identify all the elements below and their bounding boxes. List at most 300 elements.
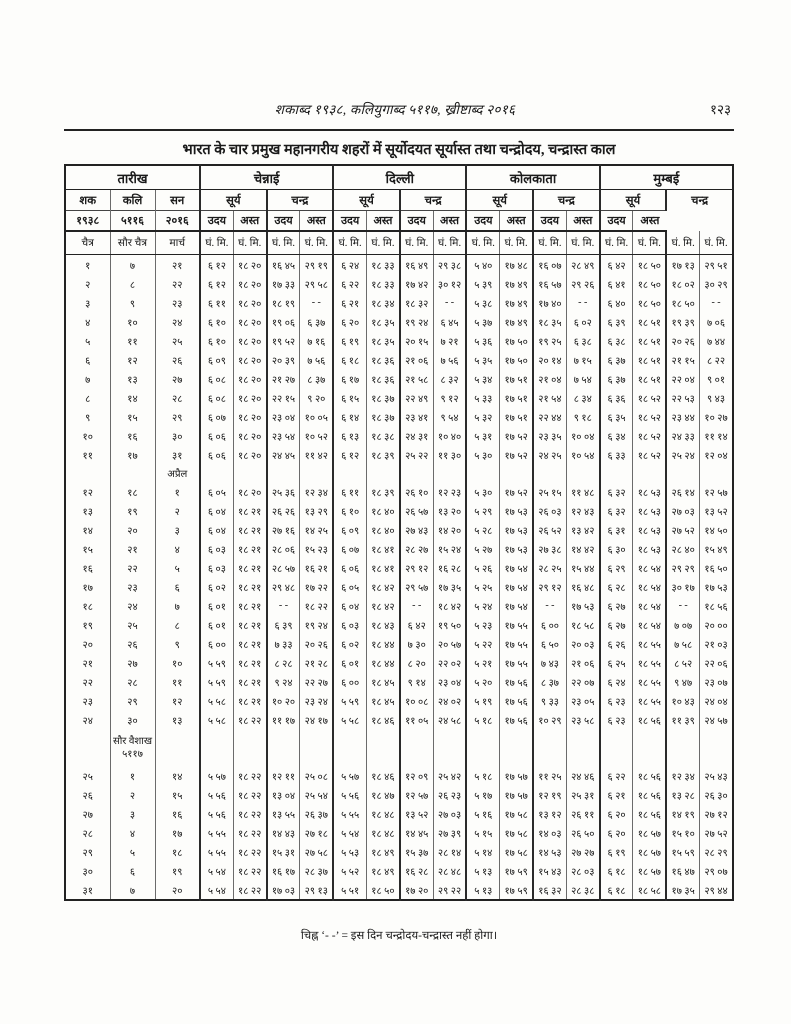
time-cell: ६ ३० — [600, 539, 633, 558]
time-cell: १७ ५७ — [500, 785, 533, 804]
time-cell: ६ ०६ — [200, 445, 233, 464]
time-cell: २७ ०३ — [433, 804, 466, 823]
time-cell: ६ ०८ — [200, 369, 233, 388]
time-cell: ९ २० — [300, 388, 333, 407]
rise-header: उदय — [200, 211, 233, 232]
time-cell: १६ ०७ — [533, 255, 566, 275]
date-cell: ९ — [155, 634, 200, 653]
date-cell: १८ — [82, 601, 93, 613]
time-cell: ६ २१ — [600, 785, 633, 804]
time-cell: २१ २७ — [267, 369, 300, 388]
time-cell: ७ २१ — [433, 331, 466, 350]
sunrise-moonrise-table — [64, 164, 734, 901]
date-cell: ११ — [110, 331, 155, 350]
time-cell: ६ १८ — [600, 861, 633, 880]
date-cell: २१ — [82, 658, 93, 670]
time-cell: २४ ४५ — [267, 445, 300, 464]
moon-header: चन्द्र — [267, 190, 334, 211]
time-cell: ५ ५४ — [200, 861, 233, 880]
time-cell: ५ ३२ — [466, 407, 499, 426]
time-cell: २४ २५ — [533, 445, 566, 464]
table-row — [65, 407, 733, 426]
table-row — [65, 766, 733, 785]
unit-cell: घं. मि. — [666, 231, 699, 255]
date-cell — [65, 464, 110, 482]
time-cell: १८ ५६ — [633, 804, 666, 823]
time-cell: २० १५ — [400, 331, 433, 350]
time-cell: ५ ३९ — [466, 274, 499, 293]
time-cell: ६ ०४ — [333, 596, 366, 615]
time-cell: १९ २५ — [533, 331, 566, 350]
time-cell: १० ०५ — [300, 407, 333, 426]
date-cell: १० — [110, 312, 155, 331]
time-cell: २२ ०४ — [666, 369, 699, 388]
time-cell: ६ ३७ — [600, 350, 633, 369]
time-cell: १८ २१ — [233, 634, 266, 653]
time-cell: ७ ४३ — [533, 653, 566, 672]
time-cell — [500, 464, 533, 482]
time-cell: १८ ३५ — [533, 312, 566, 331]
time-cell: ५ ५८ — [333, 710, 366, 729]
time-cell: २९ ३८ — [433, 255, 466, 275]
time-cell: ६ १२ — [200, 274, 233, 293]
date-cell: २३ — [110, 577, 155, 596]
time-cell: १५ ३७ — [400, 842, 433, 861]
time-cell: १८ २० — [233, 331, 266, 350]
time-cell: ८ ३४ — [566, 388, 599, 407]
time-cell: २४ १७ — [300, 710, 333, 729]
time-cell: ५ १३ — [466, 861, 499, 880]
time-cell: २१ ५८ — [400, 369, 433, 388]
time-cell: १८ ५२ — [633, 445, 666, 464]
date-cell: २८ — [155, 388, 200, 407]
sun-header: सूर्य — [333, 190, 400, 211]
date-cell: २८ — [110, 672, 155, 691]
time-cell: १८ ४२ — [367, 577, 400, 596]
time-cell — [533, 729, 566, 766]
date-cell: २८ — [82, 828, 93, 840]
time-cell: ११ ४८ — [566, 482, 599, 501]
date-cell: ४ — [155, 539, 200, 558]
time-cell: १२ ०९ — [400, 766, 433, 785]
date-cell: १९ — [155, 861, 200, 880]
time-cell: १८ ५४ — [633, 558, 666, 577]
time-cell: १७ २२ — [300, 577, 333, 596]
date-cell: ९ — [85, 412, 91, 424]
time-cell: २१ ०३ — [700, 634, 733, 653]
time-cell: १६ १७ — [267, 861, 300, 880]
time-cell: १८ ५१ — [633, 312, 666, 331]
time-cell: ३० २९ — [700, 274, 733, 293]
time-cell: ६ २४ — [600, 672, 633, 691]
time-cell: ५ ५६ — [200, 785, 233, 804]
time-cell: १२ ५७ — [700, 482, 733, 501]
date-cell: ५ — [110, 842, 155, 861]
time-cell — [333, 464, 366, 482]
time-cell: १२ ४३ — [566, 501, 599, 520]
time-cell: १८ २१ — [233, 539, 266, 558]
date-cell: २ — [110, 785, 155, 804]
time-cell: २६ ११ — [566, 804, 599, 823]
date-cell: १४ — [82, 525, 93, 537]
date-cell: ९ — [110, 293, 155, 312]
time-cell: २४ ४६ — [566, 766, 599, 785]
date-cell: ७ — [110, 255, 155, 275]
time-cell: १७ ५० — [500, 331, 533, 350]
time-cell: ५ ५२ — [333, 861, 366, 880]
table-row — [65, 482, 733, 501]
page-number: १२३ — [709, 102, 731, 117]
time-cell: १८ ३९ — [367, 445, 400, 464]
unit-cell: घं. मि. — [333, 231, 366, 255]
time-cell: १७ १३ — [666, 255, 699, 275]
time-cell: १९ ५० — [433, 615, 466, 634]
header-row-era-and-bodies — [65, 190, 733, 211]
time-cell: ६ ३७ — [600, 369, 633, 388]
time-cell: १७ २० — [400, 880, 433, 900]
time-cell: ११ ३० — [433, 445, 466, 464]
time-cell: ५ ३५ — [466, 350, 499, 369]
time-cell: २९ १२ — [400, 558, 433, 577]
time-cell: २८ ४० — [666, 539, 699, 558]
month-chaitra: चैत्र — [65, 231, 110, 255]
date-cell: ३ — [85, 298, 91, 310]
time-cell: १८ ३९ — [367, 482, 400, 501]
time-cell: २७ १८ — [300, 823, 333, 842]
date-cell: ६ — [155, 577, 200, 596]
time-cell: १८ ५६ — [633, 710, 666, 729]
time-cell: १८ २० — [233, 312, 266, 331]
time-cell: २८ ५७ — [267, 558, 300, 577]
time-cell: ६ ०७ — [200, 407, 233, 426]
date-cell: ११ — [82, 450, 93, 462]
time-cell — [433, 464, 466, 482]
time-cell: ८ २० — [400, 653, 433, 672]
time-cell: ५ १३ — [466, 880, 499, 900]
date-cell: २२ — [110, 558, 155, 577]
time-cell: १७ ५० — [500, 350, 533, 369]
header-row-months-units — [65, 231, 733, 255]
time-cell: १४ ४५ — [400, 823, 433, 842]
time-cell — [600, 464, 633, 482]
date-cell: २५ — [155, 331, 200, 350]
time-cell: १२ ११ — [267, 766, 300, 785]
date-cell: २१ — [110, 539, 155, 558]
time-cell — [466, 464, 499, 482]
date-cell: १५ — [110, 407, 155, 426]
time-cell: ६ ५० — [533, 634, 566, 653]
time-cell: ९ १८ — [566, 407, 599, 426]
table-row — [65, 577, 733, 596]
time-cell: ७ ५६ — [433, 350, 466, 369]
time-cell: १८ ४५ — [367, 672, 400, 691]
time-cell: ५ ५५ — [200, 842, 233, 861]
date-cell: २१ — [155, 255, 200, 275]
time-cell: १७ ५६ — [500, 710, 533, 729]
date-cell: २ — [85, 279, 91, 291]
time-cell: ७ ०७ — [666, 615, 699, 634]
time-cell: १० २९ — [533, 710, 566, 729]
time-cell: २७ ३९ — [433, 823, 466, 842]
era-value-kali: ५११६ — [110, 211, 155, 232]
rise-header: उदय — [333, 211, 366, 232]
month-march: मार्च — [155, 231, 200, 255]
table-row — [65, 634, 733, 653]
time-cell: १८ २२ — [233, 785, 266, 804]
time-cell: १८ २० — [233, 482, 266, 501]
time-cell: ६ ०१ — [333, 653, 366, 672]
time-cell: १७ ४९ — [500, 312, 533, 331]
time-cell — [200, 729, 233, 766]
time-cell: १२ ०४ — [700, 445, 733, 464]
time-cell: ६ ०० — [533, 615, 566, 634]
time-cell: २२ ४९ — [400, 388, 433, 407]
time-cell: ६ १० — [200, 312, 233, 331]
time-cell: ६ २० — [600, 823, 633, 842]
time-cell: १८ २० — [233, 407, 266, 426]
month-saur-chaitra: सौर चैत्र — [110, 231, 155, 255]
time-cell: ५ २९ — [466, 501, 499, 520]
time-cell: १८ ४४ — [367, 653, 400, 672]
time-cell: ६ १५ — [333, 388, 366, 407]
time-cell: ६ १२ — [200, 255, 233, 275]
time-cell — [300, 464, 333, 482]
time-cell: ६ ०१ — [200, 615, 233, 634]
time-cell: २५ १५ — [533, 482, 566, 501]
unit-cell: घं. मि. — [600, 231, 633, 255]
time-cell: ७ ३० — [400, 634, 433, 653]
time-cell: १७ ५३ — [500, 520, 533, 539]
time-cell: २८ २९ — [700, 842, 733, 861]
time-cell: २९ २६ — [566, 274, 599, 293]
time-cell: १७ ५५ — [500, 653, 533, 672]
time-cell: १७ ४० — [533, 293, 566, 312]
time-cell: १८ २१ — [233, 615, 266, 634]
time-cell: ६ ४५ — [433, 312, 466, 331]
time-cell: १८ ४४ — [367, 634, 400, 653]
time-cell: २७ ५२ — [700, 823, 733, 842]
time-cell: ६ ०६ — [200, 426, 233, 445]
time-cell: ६ २५ — [600, 653, 633, 672]
time-cell: २१ ५४ — [533, 388, 566, 407]
time-cell: २२ ५३ — [666, 388, 699, 407]
time-cell: ६ १४ — [333, 407, 366, 426]
time-cell: २३ ०७ — [700, 672, 733, 691]
time-cell: १८ ४८ — [367, 823, 400, 842]
header-row-groups — [65, 165, 733, 190]
table-row — [65, 426, 733, 445]
date-cell: २ — [155, 501, 200, 520]
table-row — [65, 369, 733, 388]
time-cell: १८ २१ — [233, 691, 266, 710]
time-cell: ६ ३५ — [600, 407, 633, 426]
time-cell: २३ ०४ — [267, 407, 300, 426]
time-cell: २९ १३ — [300, 880, 333, 900]
time-cell: ५ ५९ — [200, 653, 233, 672]
time-cell: ५ २७ — [466, 539, 499, 558]
time-cell: १८ २२ — [300, 596, 333, 615]
time-cell: १८ ४८ — [367, 804, 400, 823]
time-cell: ५ ५१ — [333, 880, 366, 900]
time-cell: १४ ४२ — [566, 539, 599, 558]
time-cell: ७ ४४ — [700, 331, 733, 350]
time-cell: २७ २७ — [566, 842, 599, 861]
time-cell: ६ ०३ — [200, 558, 233, 577]
sun-header: सूर्य — [200, 190, 267, 211]
time-cell: ६ १८ — [600, 880, 633, 900]
time-cell: १३ ५२ — [700, 501, 733, 520]
time-cell: १७ ५७ — [500, 766, 533, 785]
time-cell: ५ ५७ — [333, 766, 366, 785]
time-cell: ५ ३३ — [466, 388, 499, 407]
time-cell: २९ ५८ — [300, 274, 333, 293]
time-cell: ५ २० — [466, 672, 499, 691]
time-cell: ६ ३९ — [600, 312, 633, 331]
table-row — [65, 672, 733, 691]
time-cell: ६ ०० — [200, 634, 233, 653]
table-row — [65, 691, 733, 710]
time-cell: १८ ३४ — [367, 293, 400, 312]
time-cell: ६ ०६ — [333, 558, 366, 577]
date-cell: १५ — [82, 544, 93, 556]
time-cell: २९ १९ — [300, 255, 333, 275]
header-rule — [64, 129, 734, 131]
set-header: अस्त — [633, 211, 666, 232]
time-cell: २८ २५ — [533, 558, 566, 577]
sun-header: सूर्य — [466, 190, 533, 211]
time-cell: २८ ०३ — [566, 861, 599, 880]
table-row — [65, 558, 733, 577]
time-cell: ७ ०६ — [700, 312, 733, 331]
time-cell: १८ २२ — [233, 823, 266, 842]
time-cell: २५ ४३ — [700, 766, 733, 785]
time-cell — [400, 729, 433, 766]
date-cell: २० — [155, 880, 200, 900]
time-cell: २२ ०६ — [700, 653, 733, 672]
time-cell: १८ ३३ — [367, 255, 400, 275]
time-cell: १६ ३२ — [533, 880, 566, 900]
table-row — [65, 823, 733, 842]
time-cell: ५ ३८ — [466, 293, 499, 312]
time-cell: २२ ४४ — [533, 407, 566, 426]
table-row — [65, 861, 733, 880]
time-cell: ११ ०५ — [400, 710, 433, 729]
date-cell: २६ — [110, 634, 155, 653]
time-cell: ६ ३९ — [267, 615, 300, 634]
time-cell: १८ ३८ — [367, 426, 400, 445]
time-cell: ५ ५८ — [200, 691, 233, 710]
time-cell: ६ ०२ — [333, 634, 366, 653]
date-cell: २६ — [82, 790, 93, 802]
time-cell: २९ २९ — [666, 558, 699, 577]
time-cell: २१ १५ — [666, 350, 699, 369]
date-cell: ६ — [110, 861, 155, 880]
time-cell: २५ ४२ — [433, 766, 466, 785]
date-cell: २२ — [155, 274, 200, 293]
time-cell: १८ २० — [233, 445, 266, 464]
date-cell: २० — [110, 520, 155, 539]
time-cell: ६ १९ — [600, 842, 633, 861]
time-cell: २६ ०३ — [533, 501, 566, 520]
time-cell — [633, 729, 666, 766]
time-cell: १७ ५३ — [500, 501, 533, 520]
era-label-kali: कलि — [110, 190, 155, 211]
time-cell: २७ ४३ — [400, 520, 433, 539]
unit-cell: घं. मि. — [200, 231, 233, 255]
time-cell: १६ २८ — [400, 861, 433, 880]
time-cell: १४ ५० — [700, 520, 733, 539]
time-cell: ६ २३ — [600, 710, 633, 729]
date-cell: २७ — [110, 653, 155, 672]
time-cell: ९ ४३ — [700, 388, 733, 407]
time-cell: - - — [300, 293, 333, 312]
time-cell: ८ २२ — [700, 350, 733, 369]
time-cell: १९ ०६ — [267, 312, 300, 331]
time-cell: १० ५४ — [566, 445, 599, 464]
time-cell: १८ ५६ — [633, 785, 666, 804]
time-cell: ६ २७ — [600, 615, 633, 634]
time-cell: ६ ०३ — [333, 615, 366, 634]
time-cell: २३ ५८ — [566, 710, 599, 729]
time-cell: ५ ३६ — [466, 331, 499, 350]
time-cell: १८ ५१ — [633, 331, 666, 350]
time-cell: २० ०३ — [566, 634, 599, 653]
time-cell: १७ ५३ — [700, 577, 733, 596]
time-cell — [233, 729, 266, 766]
time-cell: ५ १४ — [466, 842, 499, 861]
time-cell: २७ ०३ — [666, 501, 699, 520]
time-cell: १८ ४६ — [367, 710, 400, 729]
date-cell: ३० — [82, 866, 93, 878]
time-cell: १८ ५२ — [633, 388, 666, 407]
time-cell: ५ ५५ — [333, 804, 366, 823]
moon-header: चन्द्र — [666, 190, 733, 211]
time-cell: १५ ४३ — [533, 861, 566, 880]
time-cell: २३ २४ — [300, 691, 333, 710]
date-cell: १४ — [155, 766, 200, 785]
time-cell: २० ०० — [700, 615, 733, 634]
time-cell: २१ ०६ — [566, 653, 599, 672]
time-cell: ११ ४२ — [300, 445, 333, 464]
date-cell: ३१ — [82, 885, 93, 897]
time-cell: १७ ५९ — [500, 861, 533, 880]
time-cell: १८ ५४ — [633, 596, 666, 615]
footnote: चिह्न ‘- -’ = इस दिन चन्द्रोदय-चन्द्रास्त नहीं होगा। — [300, 930, 498, 942]
time-cell: १८ ३३ — [367, 274, 400, 293]
time-cell: १० ४० — [433, 426, 466, 445]
time-cell: २७ ५२ — [666, 520, 699, 539]
table-row — [65, 653, 733, 672]
time-cell: ६ २९ — [600, 558, 633, 577]
time-cell: १८ २० — [233, 388, 266, 407]
time-cell: १८ २२ — [233, 842, 266, 861]
time-cell: ६ १३ — [333, 426, 366, 445]
date-cell: १२ — [110, 350, 155, 369]
date-cell: १६ — [155, 804, 200, 823]
time-cell: १९ २४ — [400, 312, 433, 331]
time-cell: १८ २१ — [233, 558, 266, 577]
time-cell: १५ ५९ — [666, 842, 699, 861]
time-cell: २२ २७ — [300, 672, 333, 691]
time-cell: २३ ४४ — [666, 407, 699, 426]
time-cell: १० ०४ — [566, 426, 599, 445]
time-cell: ८ ५२ — [666, 653, 699, 672]
time-cell: ६ १७ — [333, 369, 366, 388]
time-cell: १८ ४९ — [367, 861, 400, 880]
time-cell: २७ १६ — [267, 520, 300, 539]
time-cell: १९ २४ — [300, 615, 333, 634]
time-cell — [400, 464, 433, 482]
